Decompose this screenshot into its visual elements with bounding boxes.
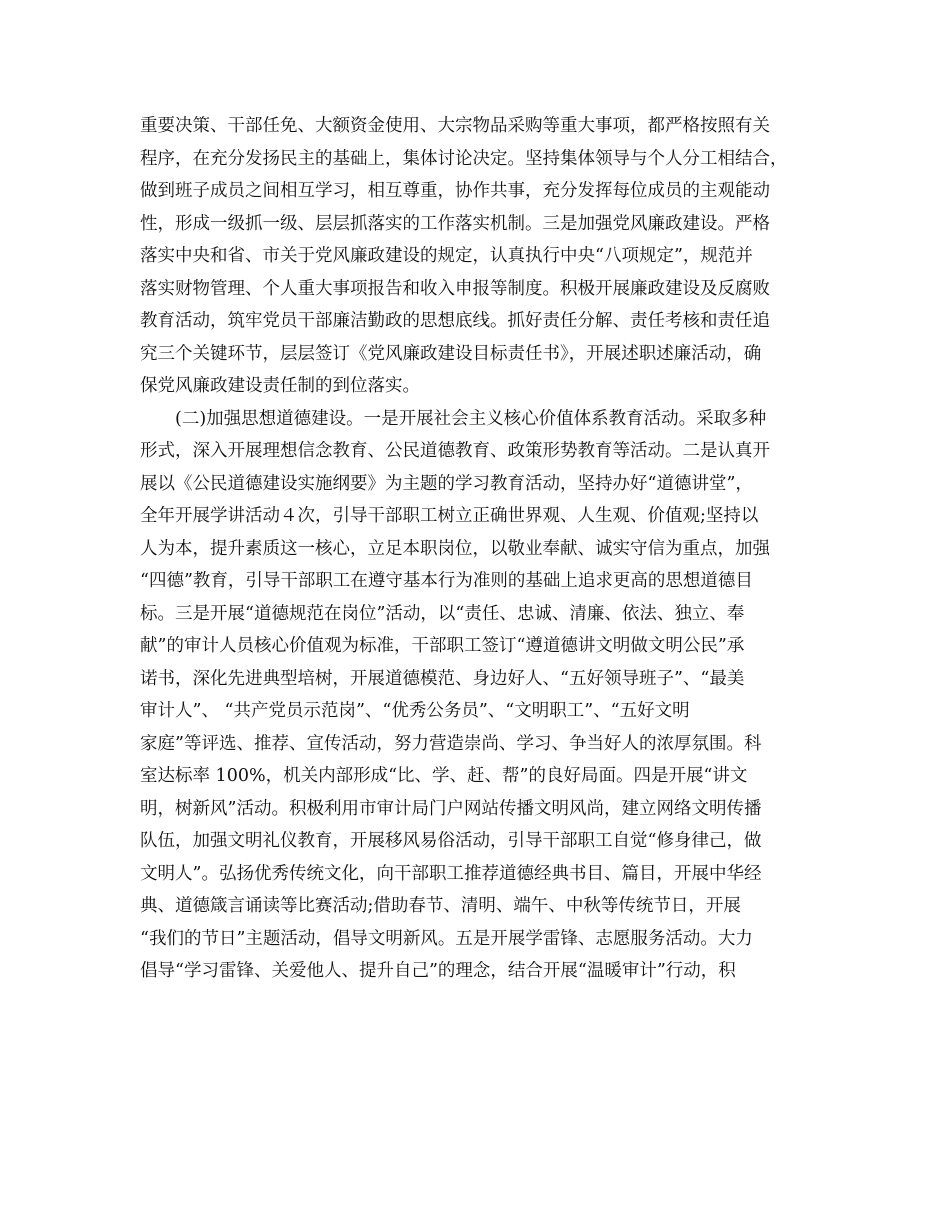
text-line: 倡导“学习雷锋、关爱他人、提升自己”的理念，结合开展“温暖审计”行动，积 [140,961,736,981]
text-line: 标。三是开展“道德规范在岗位”活动，以“责任、忠诚、清廉、依法、独立、奉 [140,603,745,624]
text-line: 队伍，加强文明礼仪教育，开展移风易俗活动，引导干部职工自觉“修身律己，做 [140,831,762,851]
text-line: 诺书，深化先进典型培树，开展道德模范、身边好人、“五好领导班子”、“最美 [140,668,745,689]
text-line: 落实财物管理、个人重大事项报告和收入申报等制度。积极开展廉政建设及反腐败 [140,278,770,299]
text-line: 典、道德箴言诵读等比赛活动;借助春节、清明、端午、中秋等传统节日，开展 [140,896,741,916]
text-line: 明，树新风”活动。积极利用市审计局门户网站传播文明风尚，建立网络文明传播 [140,798,762,819]
text-line: 做到班子成员之间相互学习，相互尊重，协作共事，充分发挥每位成员的主观能动 [140,181,770,201]
text-line: 文明人”。弘扬优秀传统文化，向干部职工推荐道德经典书目、篇目，开展中华经 [140,863,762,884]
text-line: 程序，在充分发扬民主的基础上，集体讨论决定。坚持集体领导与个人分工相结合， [140,148,788,169]
text-line: 性，形成一级抓一级、层层抓落实的工作落实机制。三是加强党风廉政建设。严格 [140,213,770,234]
text-line: 重要决策、干部任免、大额资金使用、大宗物品采购等重大事项，都严格按照有关 [140,116,770,136]
text-line: 究三个关键环节，层层签订《党风廉政建设目标责任书》，开展述职述廉活动，确 [140,343,762,364]
text-line: 形式，深入开展理想信念教育、公民道德教育、政策形势教育等活动。二是认真开 [140,441,770,461]
text-line: 人为本，提升素质这一核心，立足本职岗位，以敬业奉献、诚实守信为重点，加强 [140,538,770,559]
text-line: 献”的审计人员核心价值观为标准，干部职工签订“遵道德讲文明做文明公民”承 [140,636,745,656]
text-line: 审计人”、 “共产党员示范岗”、“优秀公务员”、“文明职工”、“五好文明 [140,701,690,721]
document-body [140,110,820,988]
text-line: 展以《公民道德建设实施纲要》为主题的学习教育活动，坚持办好“道德讲堂”， [140,473,753,494]
text-line: 落实中央和省、市关于党风廉政建设的规定，认真执行中央“八项规定”，规范并 [140,246,753,266]
text-line: 教育活动，筑牢党员干部廉洁勤政的思想底线。抓好责任分解、责任考核和责任追 [140,311,770,331]
text-line: “四德”教育，引导干部职工在遵守基本行为准则的基础上追求更高的思想道德目 [140,571,753,591]
text-line: 保党风廉政建设责任制的到位落实。 [140,376,420,396]
text-line: 全年开展学讲活动４次，引导干部职工树立正确世界观、人生观、价值观;坚持以 [140,506,759,526]
section-heading-line: (二)加强思想道德建设。一是开展社会主义核心价值体系教育活动。采取多种 [175,408,767,429]
text-line: 家庭”等评选、推荐、宣传活动，努力营造崇尚、学习、争当好人的浓厚氛围。科 [140,733,762,754]
text-line: 室达标率 100%，机关内部形成“比、学、赶、帮”的良好局面。四是开展“讲文 [140,766,748,786]
text-line: “我们的节日”主题活动，倡导文明新风。五是开展学雷锋、志愿服务活动。大力 [140,928,753,949]
